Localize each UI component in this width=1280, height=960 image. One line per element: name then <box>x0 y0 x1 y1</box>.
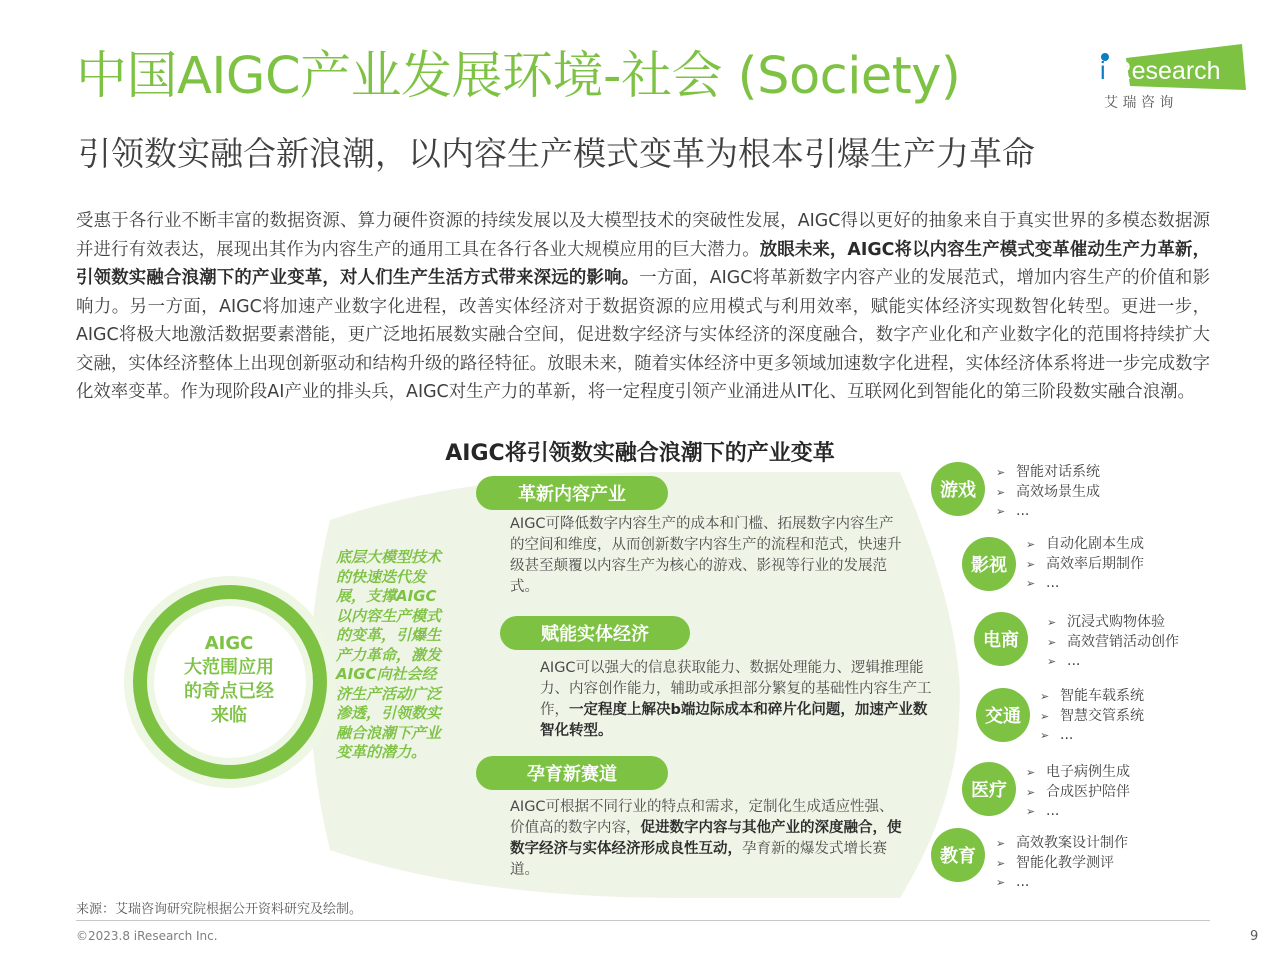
list-item-text: 智能对话系统 <box>1016 464 1100 480</box>
industry-list-film <box>1026 535 1144 594</box>
list-item <box>1026 535 1144 555</box>
arrow-icon: ➢ <box>1026 557 1036 571</box>
section-desc-new-track <box>510 797 906 881</box>
section-desc-content-industry <box>510 514 906 598</box>
list-item <box>1026 802 1130 822</box>
logo-cn-text: 艾 瑞 咨 询 <box>1104 95 1174 111</box>
list-item <box>1040 707 1144 727</box>
section-desc-text: AIGC可以强大的信息获取能力、数据处理能力、逻辑推理能力、内容创作能力，辅助或承担部分繁复的基础性内容生产工作， <box>540 660 932 718</box>
list-item-text: 高效场景生成 <box>1016 483 1100 500</box>
logo-i: i <box>1100 57 1106 85</box>
industry-bubble-film: 影视 <box>962 537 1016 591</box>
center-line-4: 来临 <box>211 705 247 726</box>
industry-bubble-medical: 医疗 <box>962 762 1016 816</box>
industry-bubble-education: 教育 <box>931 828 985 882</box>
list-item <box>1047 633 1179 653</box>
page-subtitle: 引领数实融合新浪潮，以内容生产模式变革为根本引爆生产力革命 <box>78 134 1035 173</box>
driver-note: 底层大模型技术的快速迭代发展，支撑AIGC以内容生产模式的变革，引爆生产力革命，激发AIGC向社会经济生产活动广泛渗透，引领数实融合浪潮下产业变革的潜力。 <box>336 548 442 761</box>
list-item-text: ... <box>1016 503 1030 519</box>
intro-bold-text: 放眼未来，AIGC将以内容生产模式变革催动生产力革新，引领数实融合浪潮下的产业变革，对人们生产生活方式带来深远的影响。 <box>76 239 1210 288</box>
list-item-text: 电子病例生成 <box>1046 764 1130 780</box>
section-desc-bold: 促进数字内容与其他产业的深度融合，使数字经济与实体经济形成良性互动， <box>510 820 902 857</box>
arrow-icon: ➢ <box>1026 785 1036 799</box>
list-item <box>996 854 1128 874</box>
arrow-icon: ➢ <box>996 856 1006 870</box>
center-line-2: 大范围应用 <box>184 657 274 678</box>
list-item-text: 高效营销活动创作 <box>1067 633 1179 650</box>
arrow-icon: ➢ <box>1047 655 1057 668</box>
center-line-1: AIGC <box>204 633 254 654</box>
list-item <box>996 873 1128 893</box>
section-desc-bold: 一定程度上解决b端边际成本和碎片化问题，加速产业数智化转型。 <box>540 702 928 739</box>
iresearch-logo <box>1096 44 1256 124</box>
intro-text-2: 一方面，AIGC将革新数字内容产业的发展范式，增加内容生产的价值和影响力。另一方面，AIGC将加速产业数字化进程，改善实体经济对于数据资源的应用模式与利用效率，赋能实体经济实现数智化转型。更进一步，AIGC将极大地激活数据要素潜能，更广泛地拓展数实融合空间，促进数字经济与实体经济的深度融合，数字产业化和产业数字化的范围将持续扩大交融，实体经济整体上出现创新驱动和结构升级的路径特征。放眼未来，随着实体经济中更多领域加速数字化进程，实体经济体系将进一步完成数字化效率变革。作为现阶段AI产业的排头兵，AIGC对生产力的革新，将一定程度引领产业涌进从IT化、互联网化到智能化的第三阶段数实融合浪潮。 <box>76 268 1210 402</box>
section-desc-real-economy <box>540 658 938 742</box>
list-item <box>1047 652 1179 672</box>
industry-list-ecommerce <box>1047 613 1179 672</box>
list-item-text: 自动化剧本生成 <box>1046 536 1144 552</box>
industry-list-gaming <box>996 463 1100 522</box>
page-number: 9 <box>1250 929 1259 944</box>
arrow-icon: ➢ <box>1026 538 1036 551</box>
diagram-title: AIGC将引领数实融合浪潮下的产业变革 <box>445 441 835 466</box>
list-item <box>996 463 1100 483</box>
list-item <box>996 502 1100 522</box>
arrow-icon: ➢ <box>1047 616 1057 629</box>
list-item-text: 高效教案设计制作 <box>1016 835 1128 851</box>
arrow-icon: ➢ <box>996 485 1006 499</box>
page-title: 中国AIGC产业发展环境-社会 (Society) <box>76 47 961 106</box>
list-item-text: 沉浸式购物体验 <box>1067 614 1165 630</box>
section-desc-text: AIGC可根据不同行业的特点和需求，定制化生成适应性强、价值高的数字内容， <box>510 799 894 836</box>
industry-list-medical <box>1026 763 1130 822</box>
intro-text-1: 受惠于各行业不断丰富的数据资源、算力硬件资源的持续发展以及大模型技术的突破性发展，AIGC得以更好的抽象来自于真实世界的多模态数据源并进行有效表达，展现出其作为内容生产的通用工具在各行各业大规模应用的巨大潜力。 <box>76 211 1210 260</box>
list-item <box>1026 574 1144 594</box>
arrow-icon: ➢ <box>996 466 1006 479</box>
list-item <box>996 834 1128 854</box>
list-item-text: ... <box>1046 575 1060 591</box>
list-item-text: 智慧交管系统 <box>1060 707 1144 724</box>
industry-bubble-ecommerce: 电商 <box>974 612 1028 666</box>
logo-brand-text: iResearch <box>1108 57 1221 85</box>
list-item-text: ... <box>1046 803 1060 819</box>
center-line-3: 的奇点已经 <box>184 681 274 702</box>
industry-bubble-transport: 交通 <box>976 688 1030 742</box>
list-item <box>1026 555 1144 575</box>
section-desc-text: AIGC可降低数字内容生产的成本和门槛、拓展数字内容生产的空间和维度，从而创新数字内容生产的流程和范式，快速升级甚至颠覆以内容生产为核心的游戏、影视等行业的发展范式。 <box>510 516 902 595</box>
arrow-icon: ➢ <box>996 837 1006 850</box>
list-item <box>1040 726 1144 746</box>
list-item-text: ... <box>1016 874 1030 890</box>
arrow-icon: ➢ <box>1040 690 1050 703</box>
list-item-text: ... <box>1067 653 1081 669</box>
list-item <box>1026 763 1130 783</box>
list-item-text: ... <box>1060 727 1074 743</box>
list-item <box>1026 783 1130 803</box>
section-label-new-track: 孕育新赛道 <box>476 756 668 790</box>
source-note: 来源：艾瑞咨询研究院根据公开资料研究及绘制。 <box>76 902 363 917</box>
arrow-icon: ➢ <box>1047 635 1057 649</box>
center-circle-text <box>164 632 294 728</box>
list-item <box>1040 687 1144 707</box>
copyright-text: ©2023.8 iResearch Inc. <box>76 929 218 943</box>
arrow-icon: ➢ <box>996 505 1006 518</box>
arrow-icon: ➢ <box>1026 766 1036 779</box>
list-item-text: 智能车载系统 <box>1060 688 1144 704</box>
section-desc-tail: 孕育新的爆发式增长赛道。 <box>510 841 887 878</box>
list-item-text: 合成医护陪伴 <box>1046 783 1130 800</box>
list-item <box>1047 613 1179 633</box>
intro-paragraph <box>76 207 1210 407</box>
arrow-icon: ➢ <box>1026 577 1036 590</box>
arrow-icon: ➢ <box>1026 805 1036 818</box>
industry-bubble-gaming: 游戏 <box>931 462 985 516</box>
list-item <box>996 483 1100 503</box>
industry-list-transport <box>1040 687 1144 746</box>
list-item-text: 智能化教学测评 <box>1016 854 1114 871</box>
arrow-icon: ➢ <box>1040 729 1050 742</box>
section-label-real-economy: 赋能实体经济 <box>500 616 690 650</box>
footer-divider <box>76 920 1210 921</box>
section-label-content-industry: 革新内容产业 <box>476 476 668 510</box>
arrow-icon: ➢ <box>996 876 1006 889</box>
list-item-text: 高效率后期制作 <box>1046 555 1144 572</box>
industry-list-education <box>996 834 1128 893</box>
arrow-icon: ➢ <box>1040 709 1050 723</box>
